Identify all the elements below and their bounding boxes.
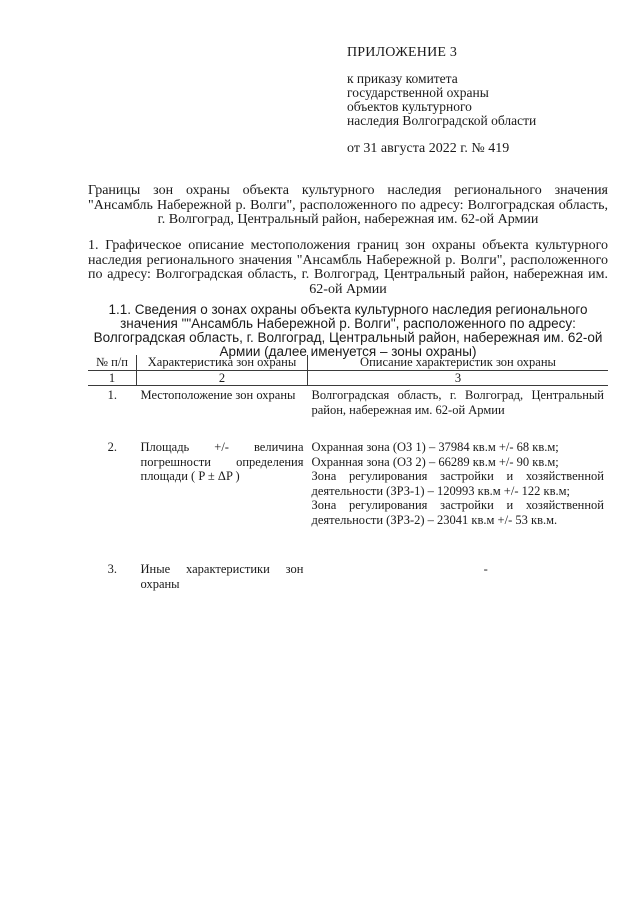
row-description [308, 438, 609, 560]
table-row [88, 438, 608, 560]
area-entry: Охранная зона (ОЗ 2) – 66289 кв.м +/- 90 кв.м; [311, 454, 559, 469]
appendix-line: к приказу комитета [347, 71, 458, 86]
protection-zones-table [88, 355, 608, 602]
row-number: 3. [107, 562, 117, 576]
area-entry: Зона регулирования застройки и хозяйственной деятельности (ЗРЗ-2) – 23041 кв.м +/- 53 кв.м. [311, 498, 604, 527]
header-characteristic: Характеристика зон охраны [137, 355, 308, 370]
order-date: от 31 августа 2022 г. № 419 [347, 141, 510, 156]
header-number: № п/п [88, 355, 137, 370]
appendix-title: ПРИЛОЖЕНИЕ 3 [347, 45, 458, 60]
appendix-header [347, 46, 607, 156]
appendix-line: государственной охраны [347, 85, 489, 100]
document-title: Границы зон охраны объекта культурного наследия регионального значения "Ансамбль Набережной р. Волги", расположенного по адресу: Волгоградская область, г. Волгоград, Центральный район, набережная им. 62-ой Армии [88, 183, 608, 227]
column-number-row [88, 370, 608, 386]
table-row [88, 560, 608, 602]
column-number: 1 [88, 370, 137, 386]
appendix-line: наследия Волгоградской области [347, 113, 537, 128]
header-description: Описание характеристик зон охраны [308, 355, 609, 370]
row-characteristic: Местоположение зон охраны [140, 388, 296, 402]
row-number: 1. [107, 388, 117, 402]
appendix-line: объектов культурного [347, 99, 472, 114]
table-header-row [88, 355, 608, 370]
section-1-text: 1. Графическое описание местоположения границ зон охраны объекта культурного наследия регионального значения "Ансамбль Набережной р. Волги", расположенного по адресу: Волгоградская область, г. Волгоград, Центральный район, набережная им. 62-ой Армии [88, 238, 608, 297]
row-characteristic: Площадь +/- величина погрешности определения площади ( P ± ΔP ) [140, 440, 304, 483]
row-description: - [483, 562, 488, 576]
row-characteristic: Иные характеристики зон охраны [140, 562, 304, 591]
row-description: Волгоградская область, г. Волгоград, Центральный район, набережная им. 62-ой Армии [311, 388, 604, 417]
column-number: 2 [137, 370, 308, 386]
area-entry: Охранная зона (ОЗ 1) – 37984 кв.м +/- 68 кв.м; [311, 440, 559, 454]
subsection-1-1-heading: 1.1. Сведения о зонах охраны объекта культурного наследия регионального значения ""Ансамбль Набережной р. Волги", расположенного по адресу: Волгоградская область, г. Волгоград, Центральный район, набережная им. 62-ой Армии (далее именуется – зоны охраны) [93, 302, 603, 359]
row-number: 2. [107, 440, 117, 454]
table-row [88, 386, 608, 439]
area-entry: Зона регулирования застройки и хозяйственной деятельности (ЗРЗ-1) – 120993 кв.м +/- 122 кв.м; [311, 469, 604, 498]
column-number: 3 [308, 370, 609, 386]
